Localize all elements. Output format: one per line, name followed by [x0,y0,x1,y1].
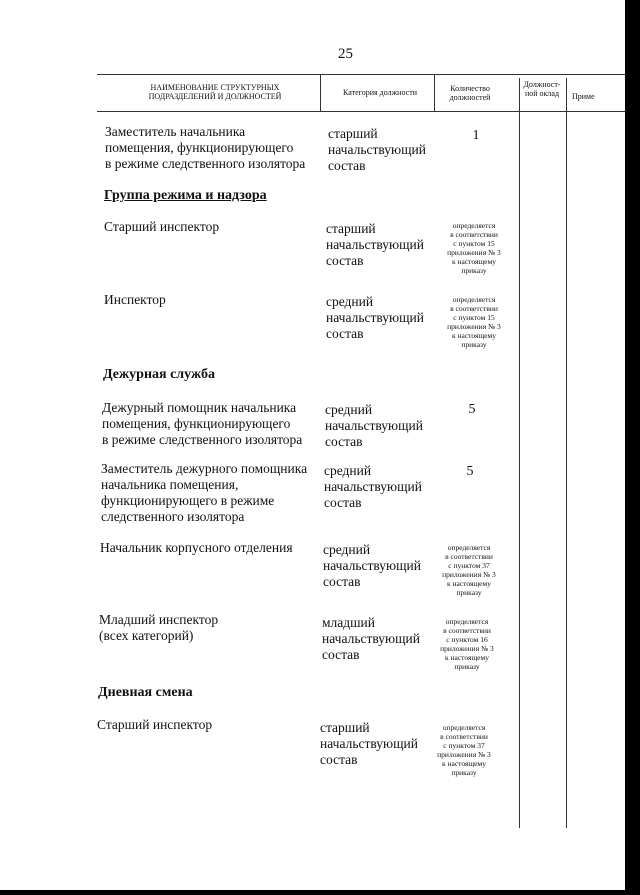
row-quantity: определяется в соответствии с пунктом 15 приложения № 3 к настоящему приказу [447,295,501,349]
row-position: Заместитель дежурного помощника начальника помещения, функционирующего в режиме следственного изолятора [101,461,308,524]
row-category: старший начальствующий состав [326,221,424,268]
row-category: средний начальствующий состав [325,402,423,449]
row-quantity: 1 [472,128,480,143]
row-quantity: 5 [468,402,476,417]
row-category: старший начальствующий состав [328,126,426,173]
section-heading: Группа режима и надзора [104,188,267,203]
row-quantity: определяется в соответствии с пунктом 37 приложения № 3 к настоящему приказу [437,723,491,777]
section-heading: Дневная смена [98,685,193,700]
row-category: младший начальствующий состав [322,615,420,662]
section-heading: Дежурная служба [103,367,215,382]
row-position: Младший инспектор (всех категорий) [99,612,219,643]
header-bottom-rule [97,111,625,112]
row-position: Старший инспектор [104,219,220,234]
row-quantity: определяется в соответствии с пунктом 37 приложения № 3 к настоящему приказу [442,543,496,597]
header-category: Категория должности [343,88,417,97]
header-divider-2 [434,74,435,112]
header-salary: Должност-ной оклад [523,80,561,98]
header-top-rule [97,74,625,75]
row-position: Заместитель начальника помещения, функционирующего в режиме следственного изолятора [105,124,306,171]
row-category: средний начальствующий состав [324,463,422,510]
header-qty: Количество должностей [449,84,491,102]
header-note: Приме [572,92,595,101]
row-quantity: 5 [466,464,474,479]
row-quantity: определяется в соответствии с пунктом 15 приложения № 3 к настоящему приказу [447,221,501,275]
header-name: НАИМЕНОВАНИЕ СТРУКТУРНЫХ ПОДРАЗДЕЛЕНИЙ И ДОЛЖНОСТЕЙ [148,83,282,101]
row-category: средний начальствующий состав [323,542,421,589]
row-position: Дежурный помощник начальника помещения, функционирующего в режиме следственного изолятора [102,400,303,447]
page-number: 25 [338,46,353,62]
header-divider-1 [320,74,321,112]
row-position: Старший инспектор [97,717,213,732]
row-position: Инспектор [104,292,166,307]
row-category: старший начальствующий состав [320,720,418,767]
column-divider-salary-note [566,78,567,828]
column-divider-qty-salary [519,78,520,828]
row-category: средний начальствующий состав [326,294,424,341]
row-quantity: определяется в соответствии с пунктом 16 приложения № 3 к настоящему приказу [440,617,494,671]
row-position: Начальник корпусного отделения [100,540,293,555]
